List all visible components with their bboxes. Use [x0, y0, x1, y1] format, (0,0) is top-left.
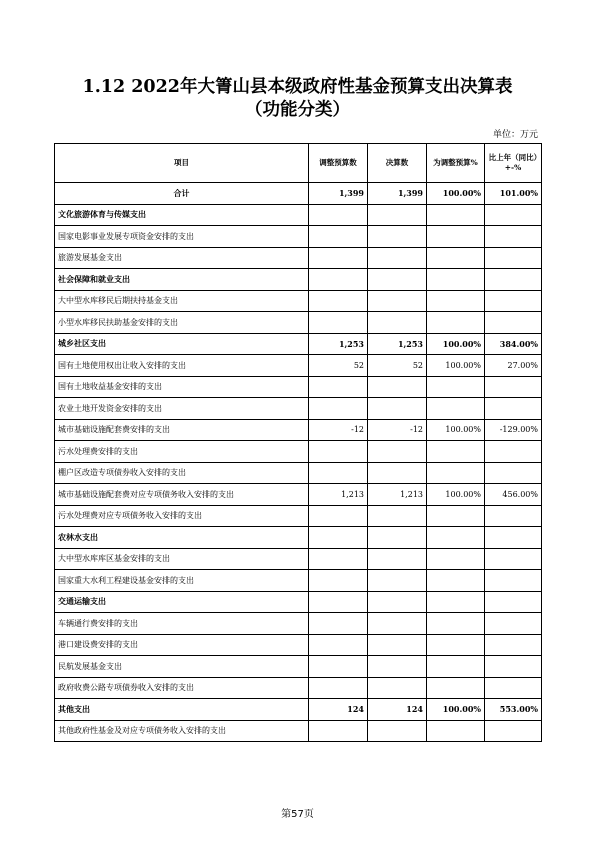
cell-name: 农林水支出: [55, 527, 309, 549]
cell-pct-adjusted: [427, 656, 485, 678]
cell-pct-last-year: [485, 527, 542, 549]
table-row: [55, 548, 542, 570]
cell-pct-adjusted: [427, 548, 485, 570]
cell-pct-adjusted: [427, 462, 485, 484]
cell-pct-last-year: [485, 312, 542, 334]
table-row: [55, 699, 542, 721]
table-row: [55, 462, 542, 484]
cell-pct-last-year: 456.00%: [485, 484, 542, 506]
cell-final: [368, 462, 427, 484]
cell-pct-adjusted: 100.00%: [427, 484, 485, 506]
cell-adjusted: [309, 591, 368, 613]
cell-pct-adjusted: [427, 269, 485, 291]
cell-pct-adjusted: [427, 226, 485, 248]
budget-table: [54, 143, 542, 742]
cell-adjusted: [309, 441, 368, 463]
cell-pct-adjusted: [427, 591, 485, 613]
cell-final: 52: [368, 355, 427, 377]
cell-final: [368, 290, 427, 312]
cell-final: [368, 527, 427, 549]
cell-pct-adjusted: [427, 312, 485, 334]
cell-adjusted: [309, 462, 368, 484]
cell-name: 民航发展基金支出: [55, 656, 309, 678]
cell-name: 农业土地开发资金安排的支出: [55, 398, 309, 420]
cell-pct-adjusted: [427, 290, 485, 312]
cell-adjusted: -12: [309, 419, 368, 441]
cell-pct-last-year: [485, 398, 542, 420]
page-title: [0, 76, 595, 122]
cell-pct-adjusted: [427, 570, 485, 592]
cell-adjusted: [309, 376, 368, 398]
cell-adjusted: [309, 677, 368, 699]
table-row: [55, 591, 542, 613]
cell-pct-last-year: [485, 656, 542, 678]
header-adjusted: 调整预算数: [309, 144, 368, 183]
title-line-2: （功能分类）: [245, 100, 350, 120]
cell-pct-adjusted: [427, 441, 485, 463]
cell-name: 城市基础设施配套费对应专项债务收入安排的支出: [55, 484, 309, 506]
cell-adjusted: [309, 720, 368, 742]
cell-adjusted: [309, 570, 368, 592]
unit-label: 单位：万元: [492, 130, 538, 140]
cell-final: [368, 634, 427, 656]
table-body: [55, 183, 542, 742]
cell-final: -12: [368, 419, 427, 441]
cell-final: 1,213: [368, 484, 427, 506]
table-row: [55, 720, 542, 742]
table-row: [55, 634, 542, 656]
cell-final: [368, 312, 427, 334]
table-row: [55, 484, 542, 506]
table-row: [55, 441, 542, 463]
cell-adjusted: [309, 548, 368, 570]
table-row: [55, 269, 542, 291]
table-row: [55, 505, 542, 527]
cell-pct-last-year: [485, 677, 542, 699]
cell-name: 文化旅游体育与传媒支出: [55, 204, 309, 226]
cell-final: [368, 720, 427, 742]
cell-final: [368, 247, 427, 269]
cell-pct-last-year: [485, 720, 542, 742]
cell-pct-last-year: [485, 290, 542, 312]
table-row: [55, 183, 542, 205]
cell-pct-adjusted: [427, 634, 485, 656]
table-row: [55, 677, 542, 699]
cell-final: 1,253: [368, 333, 427, 355]
table-row: [55, 204, 542, 226]
cell-name: 旅游发展基金支出: [55, 247, 309, 269]
cell-name: 城乡社区支出: [55, 333, 309, 355]
cell-pct-adjusted: [427, 376, 485, 398]
cell-adjusted: [309, 269, 368, 291]
cell-pct-last-year: [485, 269, 542, 291]
cell-final: 1,399: [368, 183, 427, 205]
cell-pct-adjusted: 100.00%: [427, 333, 485, 355]
cell-pct-last-year: [485, 613, 542, 635]
header-pct-adjusted: 为调整预算%: [427, 144, 485, 183]
cell-name: 合计: [55, 183, 309, 205]
cell-adjusted: 1,399: [309, 183, 368, 205]
cell-adjusted: 1,213: [309, 484, 368, 506]
cell-name: 污水处理费安排的支出: [55, 441, 309, 463]
cell-pct-last-year: [485, 634, 542, 656]
table-row: [55, 656, 542, 678]
cell-name: 车辆通行费安排的支出: [55, 613, 309, 635]
cell-pct-adjusted: [427, 613, 485, 635]
cell-name: 其他支出: [55, 699, 309, 721]
cell-name: 大中型水库库区基金安排的支出: [55, 548, 309, 570]
cell-adjusted: 124: [309, 699, 368, 721]
cell-pct-last-year: -129.00%: [485, 419, 542, 441]
table-row: [55, 376, 542, 398]
cell-name: 交通运输支出: [55, 591, 309, 613]
cell-name: 小型水库移民扶助基金安排的支出: [55, 312, 309, 334]
table-row: [55, 527, 542, 549]
table-row: [55, 398, 542, 420]
cell-final: 124: [368, 699, 427, 721]
cell-adjusted: [309, 290, 368, 312]
table-row: [55, 312, 542, 334]
cell-pct-last-year: [485, 247, 542, 269]
cell-adjusted: [309, 656, 368, 678]
cell-pct-last-year: [485, 376, 542, 398]
cell-name: 社会保障和就业支出: [55, 269, 309, 291]
cell-final: [368, 656, 427, 678]
cell-adjusted: 1,253: [309, 333, 368, 355]
cell-pct-adjusted: [427, 720, 485, 742]
cell-pct-adjusted: 100.00%: [427, 699, 485, 721]
cell-adjusted: [309, 247, 368, 269]
cell-pct-adjusted: 100.00%: [427, 355, 485, 377]
cell-adjusted: [309, 634, 368, 656]
cell-name: 大中型水库移民后期扶持基金支出: [55, 290, 309, 312]
cell-pct-last-year: 553.00%: [485, 699, 542, 721]
cell-pct-adjusted: 100.00%: [427, 183, 485, 205]
cell-name: 国家电影事业发展专项资金安排的支出: [55, 226, 309, 248]
cell-pct-adjusted: [427, 505, 485, 527]
cell-final: [368, 677, 427, 699]
cell-name: 港口建设费安排的支出: [55, 634, 309, 656]
cell-pct-adjusted: [427, 527, 485, 549]
cell-adjusted: [309, 505, 368, 527]
cell-name: 国家重大水利工程建设基金安排的支出: [55, 570, 309, 592]
cell-pct-adjusted: [427, 204, 485, 226]
cell-pct-last-year: [485, 548, 542, 570]
cell-final: [368, 613, 427, 635]
cell-final: [368, 548, 427, 570]
cell-pct-last-year: [485, 570, 542, 592]
table-row: [55, 355, 542, 377]
cell-adjusted: 52: [309, 355, 368, 377]
table-row: [55, 570, 542, 592]
cell-name: 国有土地收益基金安排的支出: [55, 376, 309, 398]
table-row: [55, 333, 542, 355]
table-row: [55, 226, 542, 248]
title-line-1: 1.12 2022年大箐山县本级政府性基金预算支出决算表: [82, 77, 513, 97]
cell-final: [368, 441, 427, 463]
cell-pct-last-year: 384.00%: [485, 333, 542, 355]
cell-pct-last-year: [485, 462, 542, 484]
cell-pct-last-year: 101.00%: [485, 183, 542, 205]
cell-name: 政府收费公路专项债券收入安排的支出: [55, 677, 309, 699]
cell-pct-last-year: [485, 505, 542, 527]
cell-pct-last-year: [485, 204, 542, 226]
table-row: [55, 419, 542, 441]
cell-pct-last-year: [485, 226, 542, 248]
cell-adjusted: [309, 398, 368, 420]
cell-name: 污水处理费对应专项债务收入安排的支出: [55, 505, 309, 527]
cell-pct-last-year: 27.00%: [485, 355, 542, 377]
cell-adjusted: [309, 204, 368, 226]
table-header-row: [55, 144, 542, 183]
cell-final: [368, 269, 427, 291]
cell-adjusted: [309, 613, 368, 635]
cell-final: [368, 505, 427, 527]
table-row: [55, 247, 542, 269]
table-row: [55, 290, 542, 312]
cell-final: [368, 591, 427, 613]
cell-pct-adjusted: [427, 677, 485, 699]
header-final: 决算数: [368, 144, 427, 183]
cell-name: 棚户区改造专项债券收入安排的支出: [55, 462, 309, 484]
header-name: 项目: [55, 144, 309, 183]
header-pct-last-year: 比上年（同比）+-%: [485, 144, 542, 183]
table-row: [55, 613, 542, 635]
cell-final: [368, 570, 427, 592]
cell-pct-adjusted: 100.00%: [427, 419, 485, 441]
cell-adjusted: [309, 312, 368, 334]
cell-final: [368, 226, 427, 248]
cell-final: [368, 398, 427, 420]
cell-pct-adjusted: [427, 247, 485, 269]
cell-pct-last-year: [485, 591, 542, 613]
cell-adjusted: [309, 226, 368, 248]
cell-final: [368, 376, 427, 398]
page-number: 第57页: [281, 809, 314, 820]
cell-name: 城市基础设施配套费安排的支出: [55, 419, 309, 441]
cell-adjusted: [309, 527, 368, 549]
cell-pct-adjusted: [427, 398, 485, 420]
cell-final: [368, 204, 427, 226]
cell-name: 其他政府性基金及对应专项债务收入安排的支出: [55, 720, 309, 742]
cell-pct-last-year: [485, 441, 542, 463]
cell-name: 国有土地使用权出让收入安排的支出: [55, 355, 309, 377]
